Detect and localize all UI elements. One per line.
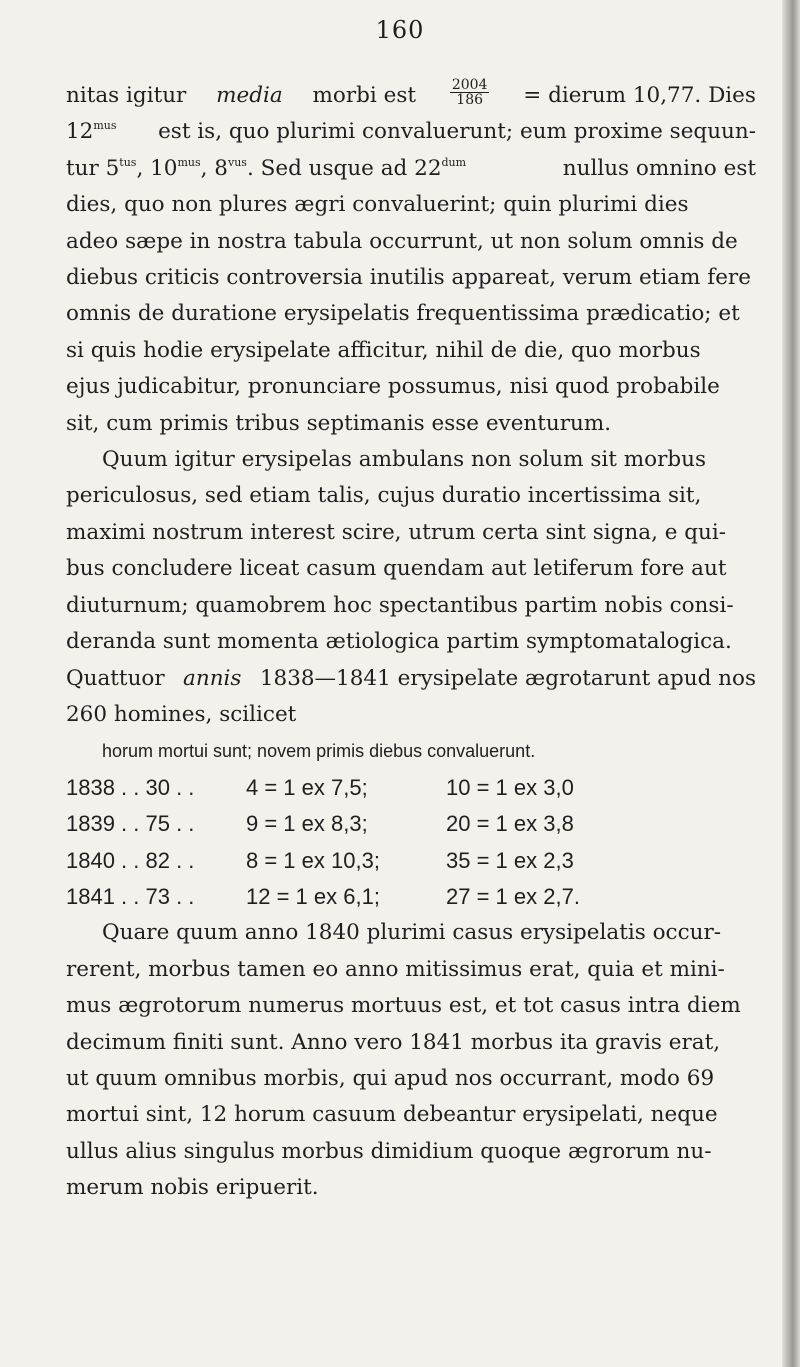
para1-line-7 (66, 296, 756, 332)
table-cell-year: 1841 . . 73 . . (66, 883, 195, 909)
text-segment: ejus judicabitur, pronunciare possumus, nisi quod probabile (66, 374, 720, 400)
para3-line-3 (66, 988, 756, 1024)
text-segment: periculosus, sed etiam talis, cujus duratio incertissima sit, (66, 483, 702, 509)
text-segment: 260 homines, scilicet (66, 701, 297, 727)
para3-line-7 (66, 1134, 756, 1170)
text-segment: ut quum omnibus morbis, qui apud nos occurrant, modo 69 (66, 1065, 715, 1091)
text-part: , 10 (136, 155, 178, 181)
table-cell-year: 1840 . . 82 . . (66, 847, 195, 873)
text-segment: decimum finiti sunt. Anno vero 1841 morbus ita gravis erat, (66, 1029, 721, 1055)
para1-line-2 (66, 114, 756, 150)
text-segment: merum nobis eripuerit. (66, 1175, 319, 1201)
page-edge-shadow (782, 0, 800, 1367)
table-cell-dead: 4 = 1 ex 7,5; (246, 774, 368, 800)
text-segment: 1838—1841 erysipelate ægrotarunt apud nos (259, 665, 756, 691)
text-segment: mus ægrotorum numerus mortuus est, et tot casus intra diem (66, 993, 741, 1019)
para2-line-6 (66, 624, 756, 660)
para3-line-6 (66, 1097, 756, 1133)
para3-line-1 (66, 915, 756, 951)
superscript: vus (228, 155, 247, 169)
superscript: dum (441, 155, 467, 169)
statistics-table (66, 770, 756, 916)
para3-line-4 (66, 1025, 756, 1061)
para2-line-1 (66, 442, 756, 478)
table-row (66, 879, 756, 915)
text-segment: = dierum 10,77. Dies (523, 83, 756, 108)
text-segment: diuturnum; quamobrem hoc spectantibus partim nobis consi- (66, 592, 734, 618)
page-body (66, 78, 756, 1207)
text-segment: est is, quo plurimi convaluerunt; eum proxime sequun- (158, 119, 756, 145)
table-cell-dead: 9 = 1 ex 8,3; (246, 811, 368, 837)
text-segment: nitas igitur (66, 83, 187, 108)
text-segment: diebus criticis controversia inutilis appareat, verum etiam fere (66, 265, 751, 291)
table-cell-year: 1839 . . 75 . . (66, 811, 195, 837)
emphasis-annis: annis (183, 665, 242, 691)
para1-line-1 (66, 78, 756, 114)
table-header: horum mortui sunt; novem primis diebus convaluerunt. (102, 741, 536, 762)
para1-line-3 (66, 151, 756, 187)
text-segment: omnis de duratione erysipelatis frequentissima prædicatio; et (66, 301, 740, 327)
para3-line-8 (66, 1170, 756, 1206)
table-cell-dead: 8 = 1 ex 10,3; (246, 847, 380, 873)
text-segment: maximi nostrum interest scire, utrum certa sint signa, e qui- (66, 519, 727, 545)
table-row (66, 843, 756, 879)
text-segment: si quis hodie erysipelate afficitur, nihil de die, quo morbus (66, 337, 701, 363)
text-segment: Quum igitur erysipelas ambulans non solum sit morbus (102, 447, 707, 473)
para2-line-3 (66, 515, 756, 551)
para1-line-6 (66, 260, 756, 296)
table-row (66, 770, 756, 806)
para2-line-2 (66, 478, 756, 514)
para3-line-2 (66, 952, 756, 988)
text-segment (66, 114, 117, 150)
text-segment: sit, cum primis tribus septimanis esse eventurum. (66, 410, 612, 436)
para1-line-8 (66, 333, 756, 369)
table-cell-convalesced: 35 = 1 ex 2,3 (446, 847, 574, 873)
table-cell-year: 1838 . . 30 . . (66, 774, 195, 800)
para2-line-7 (66, 661, 756, 697)
text-segment: bus concludere liceat casum quendam aut letiferum fore aut (66, 556, 727, 582)
superscript: mus (93, 119, 117, 133)
text-part: tur 5 (66, 155, 120, 181)
table-row (66, 806, 756, 842)
text-part: , 8 (200, 155, 228, 181)
text-segment: deranda sunt momenta ætiologica partim symptomatalogica. (66, 629, 732, 655)
superscript: mus (177, 155, 201, 169)
para1-line-9 (66, 369, 756, 405)
text-segment (66, 151, 466, 187)
para3-line-5 (66, 1061, 756, 1097)
fraction-numerator: 2004 (451, 77, 488, 93)
emphasis-media: media (216, 83, 283, 108)
para1-line-10 (66, 406, 756, 442)
ordinal-number: 12 (66, 119, 94, 145)
text-segment: dies, quo non plures ægri convaluerint; quin plurimi dies (66, 192, 689, 218)
table-cell-convalesced: 27 = 1 ex 2,7. (446, 883, 580, 909)
fraction (450, 78, 490, 114)
table-cell-convalesced: 10 = 1 ex 3,0 (446, 774, 574, 800)
text-segment: Quare quum anno 1840 plurimi casus erysipelatis occur- (102, 920, 722, 946)
para1-line-5 (66, 224, 756, 260)
superscript: tus (119, 155, 137, 169)
para1-line-4 (66, 187, 756, 223)
text-segment: Quattuor (66, 665, 165, 691)
table-cell-convalesced: 20 = 1 ex 3,8 (446, 811, 574, 837)
page-number: 160 (375, 16, 425, 44)
text-segment: nullus omnino est (562, 155, 756, 181)
text-segment: mortui sint, 12 horum casuum debeantur erysipelati, neque (66, 1102, 718, 1128)
para2-line-5 (66, 588, 756, 624)
para2-line-8 (66, 697, 756, 733)
fraction-denominator: 186 (456, 92, 484, 108)
para2-line-4 (66, 551, 756, 587)
text-part: . Sed usque ad 22 (246, 155, 442, 181)
text-segment: ullus alius singulus morbus dimidium quoque ægrorum nu- (66, 1138, 712, 1164)
text-segment: rerent, morbus tamen eo anno mitissimus erat, quia et mini- (66, 956, 725, 982)
text-segment: morbi est (312, 83, 417, 108)
table-cell-dead: 12 = 1 ex 6,1; (246, 883, 380, 909)
text-segment: adeo sæpe in nostra tabula occurrunt, ut non solum omnis de (66, 228, 738, 254)
